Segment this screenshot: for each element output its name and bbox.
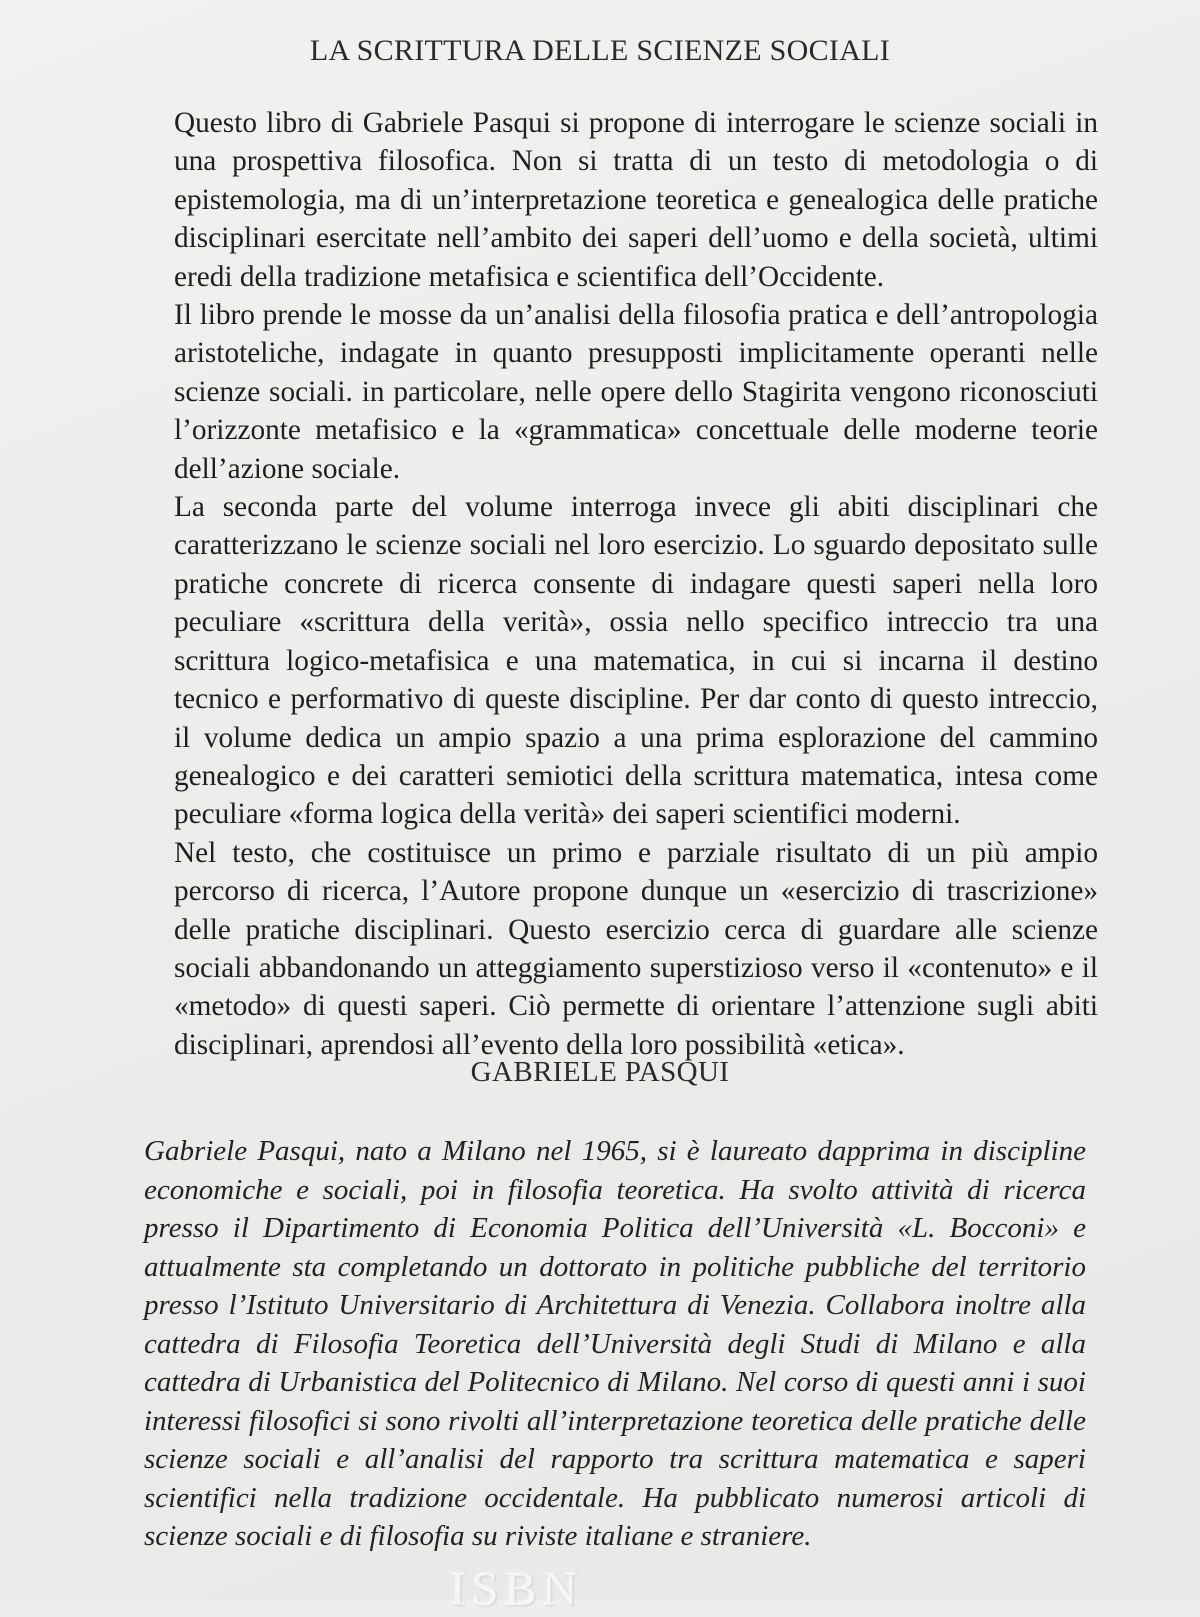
description-paragraph-1: Questo libro di Gabriele Pasqui si propone di interrogare le scienze sociali in una prospettiva filosofica. Non si tratta di un testo di metodologia o di epistemologia, ma di un’interpretazione teoretica e genealogica delle pratiche disciplinari esercitate nell’ambito dei saperi dell’uomo e della società, ultimi eredi della tradizione metafisica e scientifica dell’Occidente.: [174, 107, 1098, 293]
description-paragraph-4: Nel testo, che costituisce un primo e parziale risultato di un più ampio percorso di ricerca, l’Autore propone dunque un «esercizio di trascrizione» delle pratiche disciplinari. Questo esercizio cerca di guardare alle scienze sociali abbandonando un atteggiamento superstizioso verso il «contenuto» e il «metodo» di questi saperi. Ciò permette di orientare l’attenzione sugli abiti disciplinari, aprendosi all’evento della loro possibilità «etica».: [174, 836, 1098, 1061]
description-paragraph-2: Il libro prende le mosse da un’analisi della filosofia pratica e dell’antropologia aristoteliche, indagate in quanto presupposti implicitamente operanti nelle scienze sociali. in particolare, nelle opere dello Stagirita vengono riconosciuti l’orizzonte metafisico e la «grammatica» concettuale delle moderne teorie dell’azione sociale.: [174, 299, 1098, 485]
book-title: LA SCRITTURA DELLE SCIENZE SOCIALI: [309, 34, 891, 67]
embossed-mark: ISBN: [450, 1563, 584, 1616]
book-description: [174, 104, 1098, 1064]
description-paragraph-3: La seconda parte del volume interroga invece gli abiti disciplinari che caratterizzano le scienze sociali nel loro esercizio. Lo sguardo depositato sulle pratiche concrete di ricerca consente di indagare questi saperi nella loro peculiare «scrittura della verità», ossia nello specifico intreccio tra una scrittura logico-metafisica e una matematica, in cui si incarna il destino tecnico e performativo di queste discipline. Per dar conto di questo intreccio, il volume dedica un ampio spazio a una prima esplorazione del cammino genealogico e dei caratteri semiotici della scrittura matematica, intesa come peculiare «forma logica della verità» dei saperi scientifici moderni.: [174, 491, 1098, 831]
author-bio-text: Gabriele Pasqui, nato a Milano nel 1965, si è laureato dapprima in discipline economiche e sociali, poi in filosofia teoretica. Ha svolto attività di ricerca presso il Dipartimento di Economia Politica dell’Università «L. Bocconi» e attualmente sta completando un dottorato in politiche pubbliche del territorio presso l’Istituto Universitario di Architettura di Venezia. Collabora inoltre alla cattedra di Filosofia Teoretica dell’Università degli Studi di Milano e alla cattedra di Urbanistica del Politecnico di Milano. Nel corso di questi anni i suoi interessi filosofici si sono rivolti all’interpretazione teoretica delle pratiche delle scienze sociali e all’analisi del rapporto tra scrittura matematica e saperi scientifici nella tradizione occidentale. Ha pubblicato numerosi articoli di scienze sociali e di filosofia su riviste italiane e straniere.: [144, 1135, 1086, 1552]
author-bio: [144, 1132, 1086, 1556]
author-heading: GABRIELE PASQUI: [470, 1056, 730, 1088]
